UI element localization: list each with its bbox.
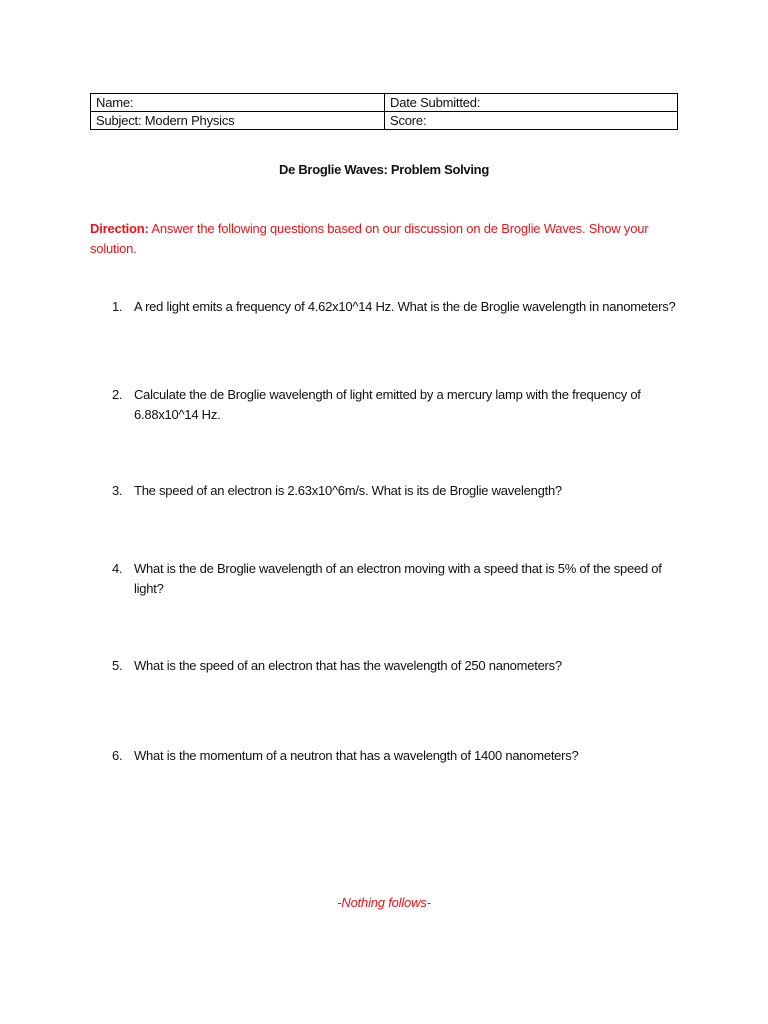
name-cell: Name: <box>91 94 385 112</box>
info-row-1 <box>91 94 678 112</box>
question-number: 3. <box>112 483 123 498</box>
question-number: 2. <box>112 387 123 402</box>
question-number: 5. <box>112 658 123 673</box>
question-4 <box>112 559 682 599</box>
question-2 <box>112 385 682 425</box>
question-text: A red light emits a frequency of 4.62x10^14 Hz. What is the de Broglie wavelength in nanometers? <box>134 299 676 314</box>
question-6 <box>112 746 682 766</box>
nothing-follows-note: -Nothing follows- <box>337 895 431 910</box>
question-number: 6. <box>112 748 123 763</box>
question-3 <box>112 481 682 501</box>
student-info-table <box>90 93 678 130</box>
question-number: 4. <box>112 561 123 576</box>
direction-label: Direction: <box>90 221 149 236</box>
direction-block <box>90 219 650 259</box>
date-submitted-cell: Date Submitted: <box>385 94 678 112</box>
question-text: What is the speed of an electron that has the wavelength of 250 nanometers? <box>134 658 562 673</box>
question-text: What is the momentum of a neutron that has a wavelength of 1400 nanometers? <box>134 748 579 763</box>
question-text: The speed of an electron is 2.63x10^6m/s. What is its de Broglie wavelength? <box>134 483 562 498</box>
question-text: What is the de Broglie wavelength of an electron moving with a speed that is 5% of the speed of light? <box>134 561 662 596</box>
question-1 <box>112 297 682 317</box>
question-text: Calculate the de Broglie wavelength of light emitted by a mercury lamp with the frequency of 6.88x10^14 Hz. <box>134 387 641 422</box>
subject-cell: Subject: Modern Physics <box>91 112 385 130</box>
score-cell: Score: <box>385 112 678 130</box>
question-5 <box>112 656 682 676</box>
info-row-2 <box>91 112 678 130</box>
page-title: De Broglie Waves: Problem Solving <box>279 162 489 177</box>
question-number: 1. <box>112 299 123 314</box>
direction-text: Answer the following questions based on our discussion on de Broglie Waves. Show your solution. <box>90 221 649 256</box>
